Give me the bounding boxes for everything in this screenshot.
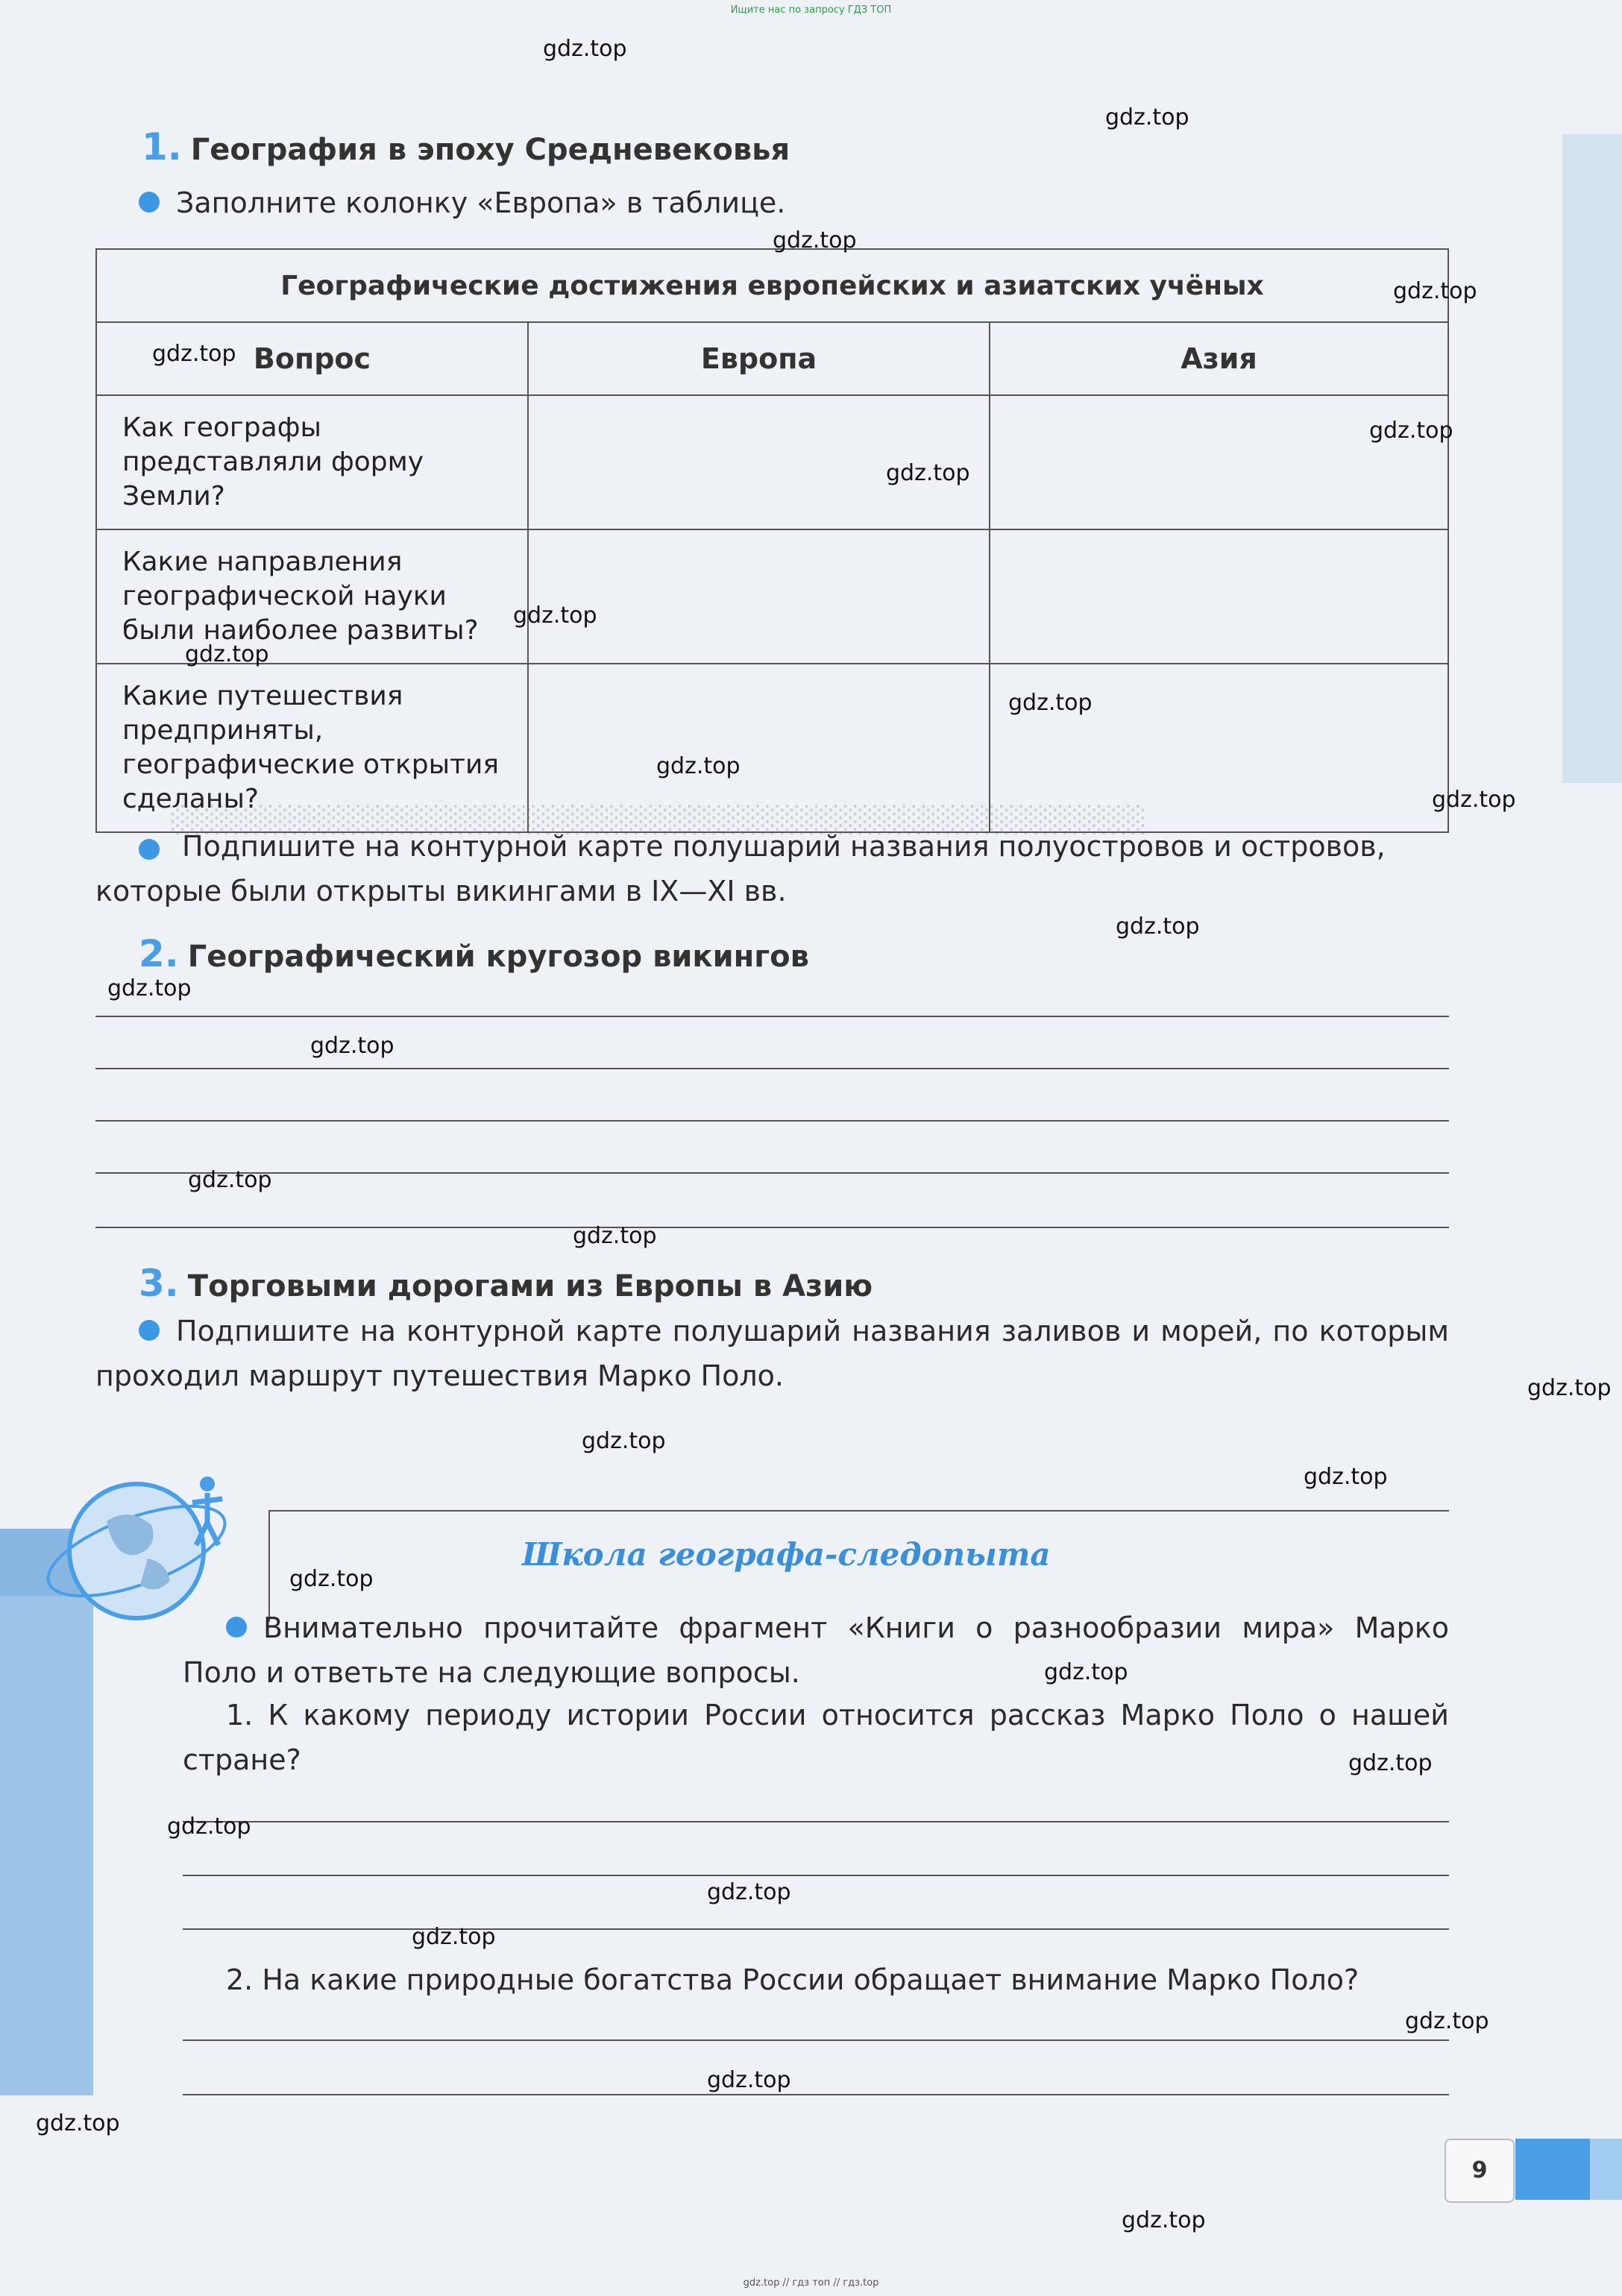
bullet-icon (226, 1617, 247, 1638)
watermark: gdz.top (707, 2067, 791, 2093)
section3-number: 3. (139, 1262, 179, 1305)
section1-task: Заполните колонку «Европа» в таблице. (139, 180, 785, 225)
row-question: Какие направления географической науки были наиболее развиты? (96, 529, 528, 664)
section2-number: 2. (139, 932, 179, 975)
asia-answer-cell[interactable] (990, 664, 1448, 832)
achievements-table (95, 248, 1449, 833)
answer-line[interactable] (183, 1821, 1449, 1822)
answer-line[interactable] (183, 1875, 1449, 1876)
table-header-asia: Азия (990, 322, 1448, 395)
watermark: gdz.top (1393, 278, 1477, 304)
bullet-icon (139, 839, 160, 860)
watermark: gdz.top (152, 341, 236, 367)
answer-line[interactable] (183, 2094, 1449, 2095)
table-row (96, 529, 1448, 664)
watermark: gdz.top (1348, 1750, 1433, 1776)
watermark: gdz.top (412, 1924, 496, 1950)
table-caption: Географические достижения европейских и азиатских учёных (96, 249, 1448, 322)
row-question: Какие путешествия предприняты, географические открытия сделаны? (96, 664, 528, 832)
asia-answer-cell[interactable] (990, 529, 1448, 664)
watermark: gdz.top (1122, 2207, 1206, 2233)
watermark: gdz.top (1405, 2008, 1489, 2034)
section-divider (268, 1510, 1449, 1512)
bottom-note: gdz.top // гдз топ // гдз.top (743, 2277, 879, 2289)
asia-answer-cell[interactable] (990, 395, 1448, 529)
watermark: gdz.top (707, 1879, 791, 1905)
section1-heading (142, 125, 790, 169)
watermark: gdz.top (36, 2110, 120, 2136)
page-number: 9 (1445, 2139, 1515, 2203)
watermark: gdz.top (1527, 1375, 1612, 1401)
table-header-europe: Европа (528, 322, 990, 395)
school-intro: Внимательно прочитайте фрагмент «Книги о разнообразии мира» Марко Поло и ответьте на следующие вопросы. (183, 1611, 1449, 1689)
row-question: Как географы представляли форму Земли? (96, 395, 528, 529)
watermark: gdz.top (1304, 1464, 1388, 1490)
answer-line[interactable] (95, 1172, 1449, 1174)
answer-line[interactable] (95, 1016, 1449, 1017)
watermark: gdz.top (513, 603, 597, 629)
bullet-icon (139, 192, 160, 213)
watermark: gdz.top (1432, 787, 1516, 813)
watermark: gdz.top (1105, 104, 1189, 130)
section1-title: География в эпоху Средневековья (190, 133, 790, 167)
section3-task: Подпишите на контурной карте полушарий названия заливов и морей, по которым проходил маршрут путешествия Марко Поло. (95, 1315, 1449, 1392)
answer-line[interactable] (95, 1068, 1449, 1069)
table-header-question: Вопрос (96, 322, 528, 395)
section2-title: Географический кругозор викингов (187, 940, 809, 974)
watermark: gdz.top (573, 1223, 657, 1249)
watermark: gdz.top (886, 460, 970, 486)
watermark: gdz.top (582, 1428, 666, 1454)
top-note: Ищите нас по запросу ГДЗ ТОП (730, 4, 892, 16)
bleed-through: ░░░░░░░░░░░░░░░░░░░░░░░░░░░░░░░░░░░░░░░░░░░░░░░░░░ (172, 805, 1147, 835)
bullet-icon (139, 1320, 160, 1341)
page-number-decor-light (1590, 2139, 1622, 2200)
watermark: gdz.top (107, 975, 192, 1001)
answer-line[interactable] (183, 2039, 1449, 2041)
school-question-1: 1. К какому периоду истории России относится рассказ Марко Поло о нашей стране? (183, 1699, 1449, 1776)
section1-number: 1. (142, 125, 182, 169)
watermark: gdz.top (1008, 690, 1093, 716)
watermark: gdz.top (310, 1033, 395, 1059)
section2-heading (139, 932, 809, 975)
watermark: gdz.top (656, 753, 741, 779)
watermark: gdz.top (543, 36, 627, 62)
watermark: gdz.top (185, 641, 269, 667)
vikings-map-task: Подпишите на контурной карте полушарий названия полуостровов и островов, которые были открыты викингами в IX—XI вв. (95, 830, 1386, 908)
school-title: Школа географа-следопыта (522, 1536, 1051, 1573)
section3-title: Торговыми дорогами из Европы в Азию (187, 1269, 873, 1303)
answer-line[interactable] (95, 1120, 1449, 1122)
watermark: gdz.top (289, 1566, 374, 1592)
watermark: gdz.top (167, 1814, 251, 1840)
watermark: gdz.top (1116, 913, 1200, 940)
school-question-2: 2. На какие природные богатства России обращает внимание Марко Поло? (226, 1963, 1359, 1996)
europe-answer-cell[interactable] (528, 529, 990, 664)
watermark: gdz.top (1044, 1659, 1128, 1685)
page-number-decor (1515, 2139, 1590, 2200)
table-row (96, 664, 1448, 832)
watermark: gdz.top (188, 1167, 272, 1193)
table-row (96, 395, 1448, 529)
europe-answer-cell[interactable] (528, 664, 990, 832)
right-decor-strip (1562, 134, 1622, 783)
answer-line[interactable] (95, 1227, 1449, 1228)
section3-heading (139, 1262, 873, 1305)
left-decor-strip-2 (0, 1596, 93, 2095)
watermark: gdz.top (773, 227, 857, 254)
watermark: gdz.top (1369, 418, 1453, 444)
answer-line[interactable] (183, 1928, 1449, 1930)
